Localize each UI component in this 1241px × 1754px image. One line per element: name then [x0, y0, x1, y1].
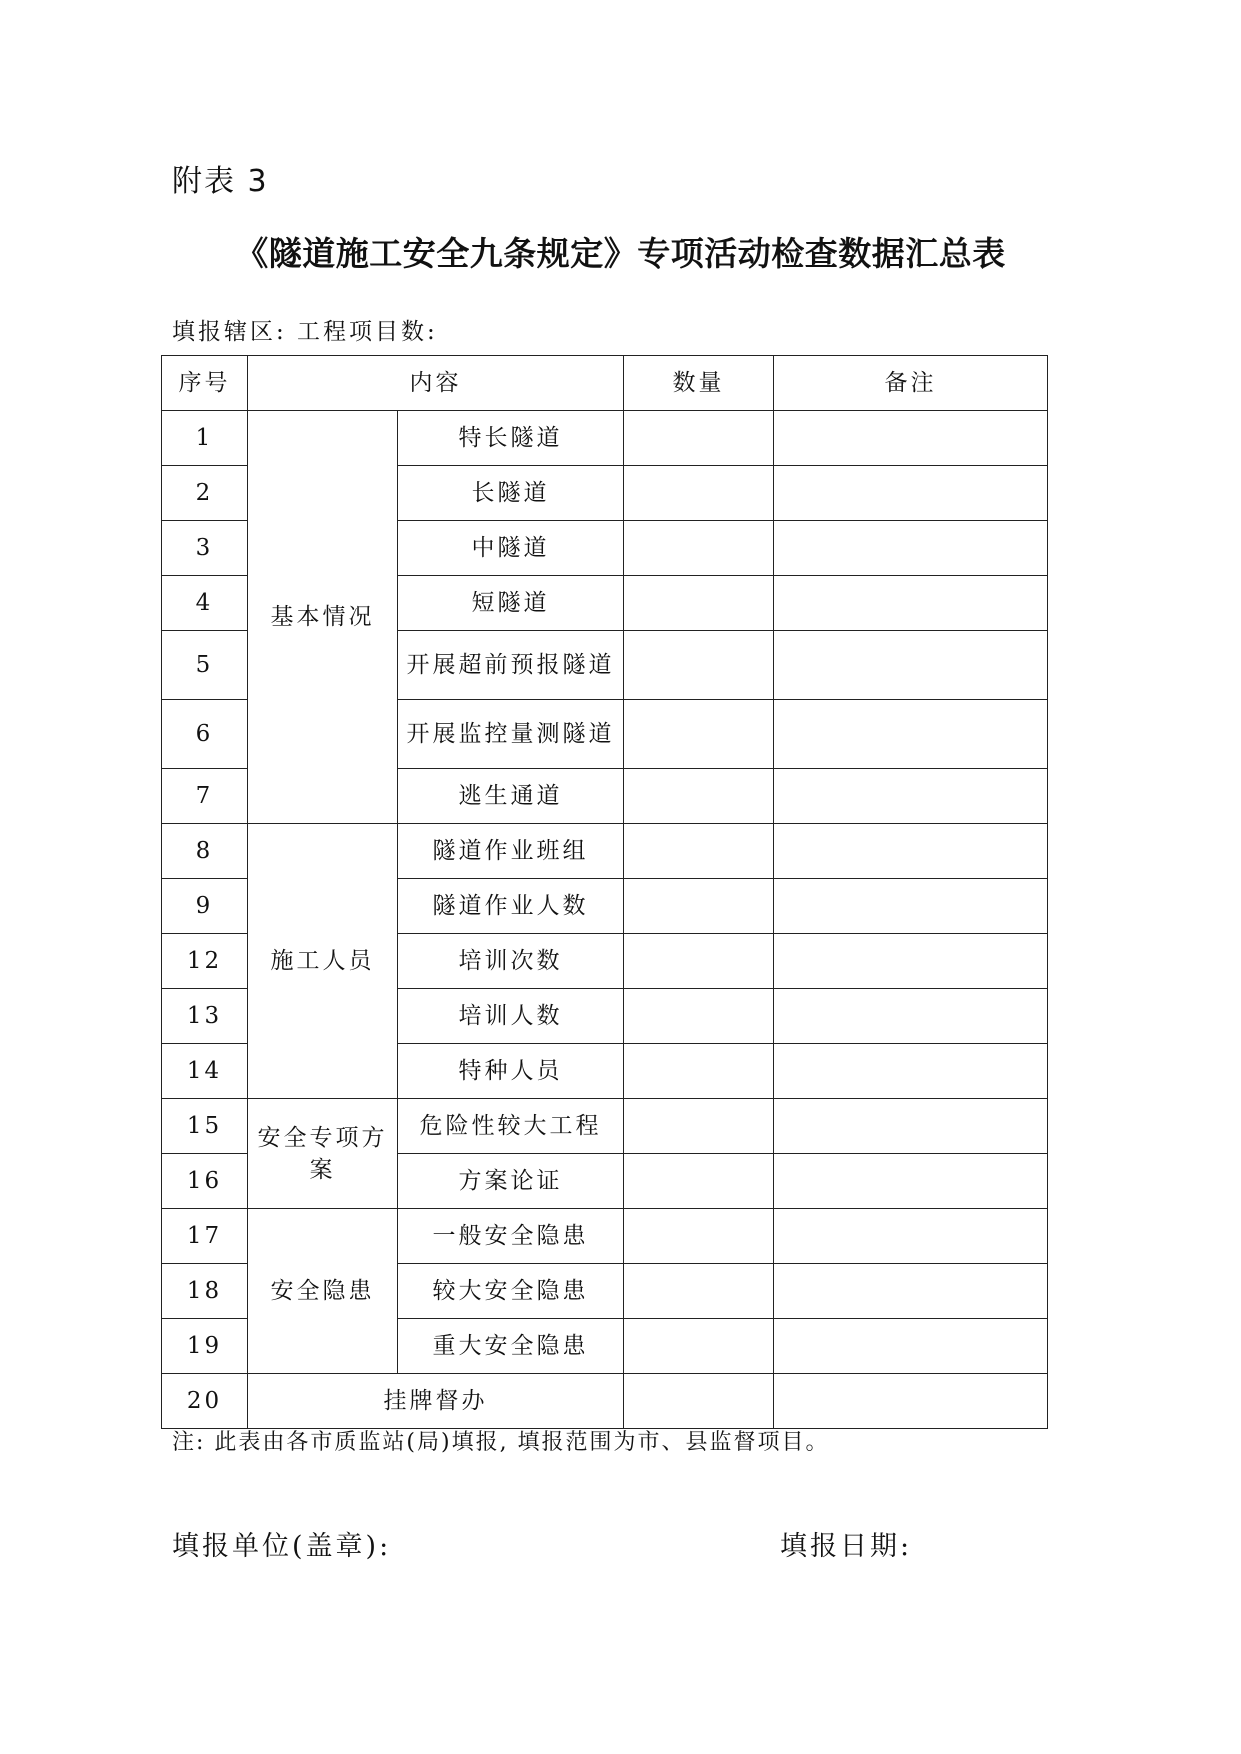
remark-cell[interactable] — [774, 576, 1048, 631]
row-item: 特种人员 — [398, 1044, 624, 1099]
row-item: 较大安全隐患 — [398, 1264, 624, 1319]
quantity-cell[interactable] — [624, 824, 774, 879]
row-item: 开展超前预报隧道 — [398, 631, 624, 700]
remark-cell[interactable] — [774, 466, 1048, 521]
row-item: 隧道作业人数 — [398, 879, 624, 934]
group-hazards: 安全隐患 — [248, 1209, 398, 1374]
row-seq: 12 — [162, 934, 248, 989]
quantity-cell[interactable] — [624, 1264, 774, 1319]
group-basic: 基本情况 — [248, 411, 398, 824]
row-item: 培训人数 — [398, 989, 624, 1044]
quantity-cell[interactable] — [624, 700, 774, 769]
table-row — [162, 1209, 1048, 1264]
row-item: 一般安全隐患 — [398, 1209, 624, 1264]
quantity-cell[interactable] — [624, 1319, 774, 1374]
remark-cell[interactable] — [774, 521, 1048, 576]
row-seq: 8 — [162, 824, 248, 879]
row-item: 逃生通道 — [398, 769, 624, 824]
remark-cell[interactable] — [774, 989, 1048, 1044]
remark-cell[interactable] — [774, 879, 1048, 934]
row-seq: 13 — [162, 989, 248, 1044]
header-remark: 备注 — [774, 356, 1048, 411]
row-item: 短隧道 — [398, 576, 624, 631]
row-item: 长隧道 — [398, 466, 624, 521]
table-row — [162, 1374, 1048, 1429]
table-row — [162, 411, 1048, 466]
quantity-cell[interactable] — [624, 1209, 774, 1264]
row-seq: 6 — [162, 700, 248, 769]
row-seq: 14 — [162, 1044, 248, 1099]
remark-cell[interactable] — [774, 824, 1048, 879]
remark-cell[interactable] — [774, 1374, 1048, 1429]
fill-info-line: 填报辖区: 工程项目数: — [172, 319, 438, 345]
row-seq: 15 — [162, 1099, 248, 1154]
row-item: 隧道作业班组 — [398, 824, 624, 879]
row-seq: 18 — [162, 1264, 248, 1319]
row-item: 重大安全隐患 — [398, 1319, 624, 1374]
row-seq: 7 — [162, 769, 248, 824]
quantity-cell[interactable] — [624, 631, 774, 700]
row-seq: 17 — [162, 1209, 248, 1264]
quantity-cell[interactable] — [624, 934, 774, 989]
quantity-cell[interactable] — [624, 989, 774, 1044]
header-content: 内容 — [248, 356, 624, 411]
row-item: 培训次数 — [398, 934, 624, 989]
summary-table — [161, 355, 1048, 1429]
quantity-cell[interactable] — [624, 879, 774, 934]
row-item: 特长隧道 — [398, 411, 624, 466]
remark-cell[interactable] — [774, 1044, 1048, 1099]
remark-cell[interactable] — [774, 1154, 1048, 1209]
row-seq: 2 — [162, 466, 248, 521]
quantity-cell[interactable] — [624, 769, 774, 824]
row-item: 中隧道 — [398, 521, 624, 576]
reporting-unit-label: 填报单位(盖章): — [172, 1531, 392, 1562]
row-seq: 3 — [162, 521, 248, 576]
row-item: 方案论证 — [398, 1154, 624, 1209]
remark-cell[interactable] — [774, 411, 1048, 466]
table-row — [162, 1099, 1048, 1154]
row-seq: 4 — [162, 576, 248, 631]
remark-cell[interactable] — [774, 1264, 1048, 1319]
row-item: 危险性较大工程 — [398, 1099, 624, 1154]
quantity-cell[interactable] — [624, 1154, 774, 1209]
quantity-cell[interactable] — [624, 466, 774, 521]
row-seq: 5 — [162, 631, 248, 700]
remark-cell[interactable] — [774, 1209, 1048, 1264]
quantity-cell[interactable] — [624, 1099, 774, 1154]
appendix-label: 附表 3 — [172, 164, 269, 199]
table-row — [162, 824, 1048, 879]
page-title: 《隧道施工安全九条规定》专项活动检查数据汇总表 — [235, 234, 1006, 273]
table-note: 注: 此表由各市质监站(局)填报, 填报范围为市、县监督项目。 — [172, 1430, 830, 1455]
quantity-cell[interactable] — [624, 411, 774, 466]
header-seq: 序号 — [162, 356, 248, 411]
row-item: 挂牌督办 — [248, 1374, 624, 1429]
remark-cell[interactable] — [774, 631, 1048, 700]
row-seq: 9 — [162, 879, 248, 934]
remark-cell[interactable] — [774, 934, 1048, 989]
table-header-row — [162, 356, 1048, 411]
quantity-cell[interactable] — [624, 576, 774, 631]
row-seq: 19 — [162, 1319, 248, 1374]
row-seq: 20 — [162, 1374, 248, 1429]
remark-cell[interactable] — [774, 700, 1048, 769]
group-safety-plan: 安全专项方案 — [248, 1099, 398, 1209]
row-item: 开展监控量测隧道 — [398, 700, 624, 769]
remark-cell[interactable] — [774, 1099, 1048, 1154]
quantity-cell[interactable] — [624, 1044, 774, 1099]
row-seq: 16 — [162, 1154, 248, 1209]
group-personnel: 施工人员 — [248, 824, 398, 1099]
remark-cell[interactable] — [774, 769, 1048, 824]
quantity-cell[interactable] — [624, 1374, 774, 1429]
row-seq: 1 — [162, 411, 248, 466]
reporting-date-label: 填报日期: — [780, 1531, 913, 1562]
remark-cell[interactable] — [774, 1319, 1048, 1374]
quantity-cell[interactable] — [624, 521, 774, 576]
header-quantity: 数量 — [624, 356, 774, 411]
